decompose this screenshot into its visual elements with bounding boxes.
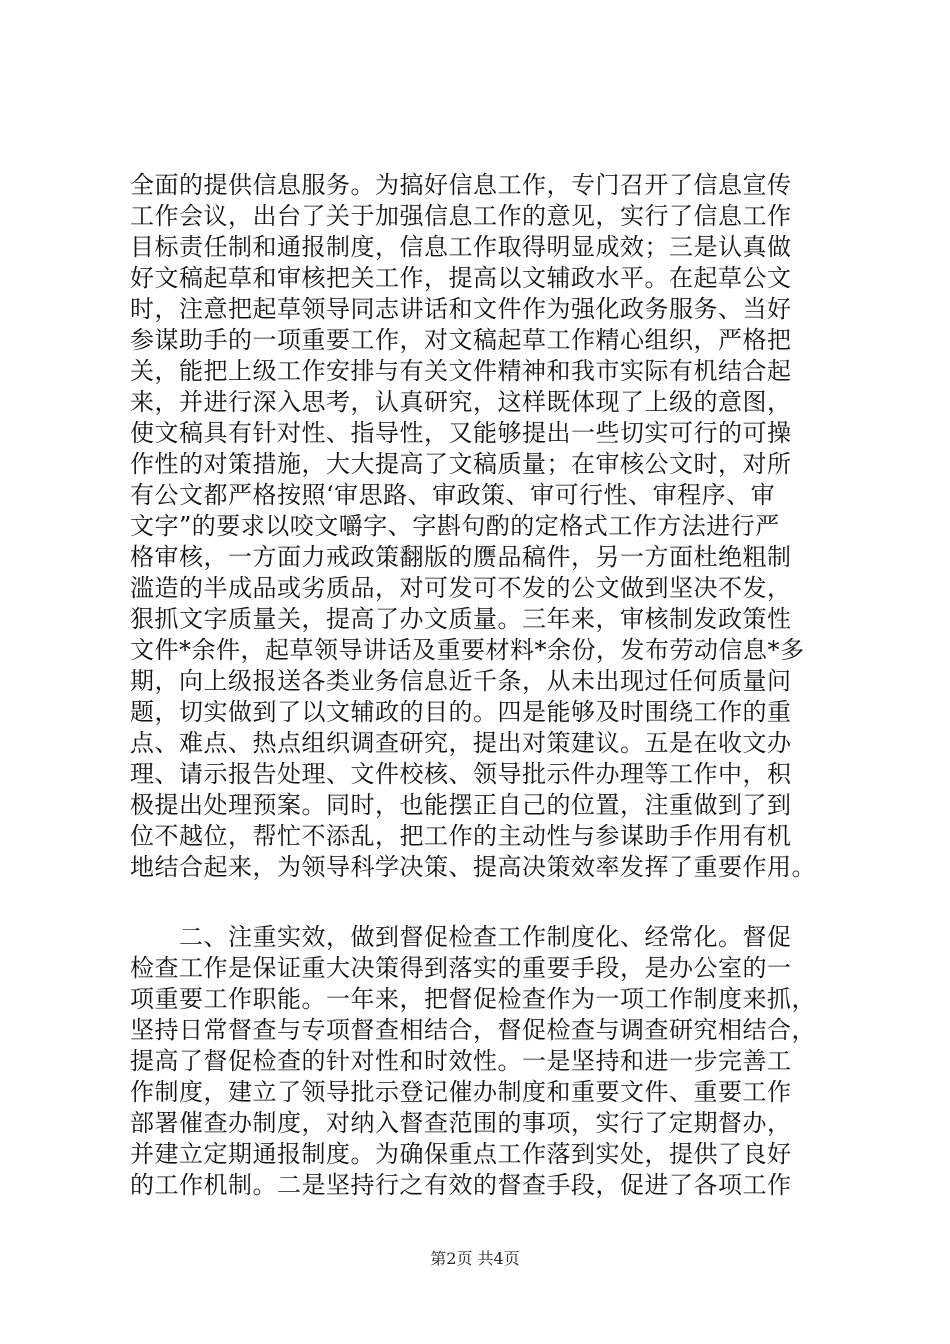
text-line: 格审核，一方面力戒政策翻版的赝品稿件，另一方面杜绝粗制: [130, 543, 792, 571]
text-line: 全面的提供信息服务。为搞好信息工作，专门召开了信息宣传: [130, 171, 792, 199]
text-line: 检查工作是保证重大决策得到落实的重要手段，是办公室的一: [130, 954, 792, 982]
text-line: 参谋助手的一项重要工作，对文稿起草工作精心组织，严格把: [130, 326, 792, 354]
page-number-footer: 第2页 共4页: [430, 1249, 520, 1268]
text-line: 地结合起来，为领导科学决策、提高决策效率发挥了重要作用。: [130, 853, 816, 881]
text-line: 部署催查办制度，对纳入督查范围的事项，实行了定期督办，: [130, 1109, 792, 1137]
text-line: 提高了督促检查的针对性和时效性。一是坚持和进一步完善工: [130, 1047, 792, 1075]
text-line: 有公文都严格按照‘审思路、审政策、审可行性、审程序、审: [130, 481, 776, 509]
text-line: 关，能把上级工作安排与有关文件精神和我市实际有机结合起: [130, 357, 792, 385]
text-line: 作性的对策措施，大大提高了文稿质量；在审核公文时，对所: [130, 450, 792, 478]
text-line: 使文稿具有针对性、指导性，又能够提出一些切实可行的可操: [130, 419, 792, 447]
paragraph-1: [130, 170, 846, 883]
text-line: 文字”的要求以咬文嚼字、字斟句酌的定格式工作方法进行严: [130, 512, 780, 540]
text-line: 项重要工作职能。一年来，把督促检查作为一项工作制度来抓，: [130, 985, 816, 1013]
text-line: 坚持日常督查与专项督查相结合，督促检查与调查研究相结合，: [130, 1016, 816, 1044]
text-line: 极提出处理预案。同时，也能摆正自己的位置，注重做到了到: [130, 791, 792, 819]
text-line: 目标责任制和通报制度，信息工作取得明显成效；三是认真做: [130, 233, 792, 261]
text-line: 并建立定期通报制度。为确保重点工作落到实处，提供了良好: [130, 1140, 792, 1168]
paragraph-spacer: [130, 883, 846, 922]
text-line: 狠抓文字质量关，提高了办文质量。三年来，审核制发政策性: [130, 605, 792, 633]
text-line: 期，向上级报送各类业务信息近千条，从未出现过任何质量问: [130, 667, 792, 695]
text-line: 理、请示报告处理、文件校核、领导批示件办理等工作中，积: [130, 760, 792, 788]
text-line: 位不越位，帮忙不添乱，把工作的主动性与参谋助手作用有机: [130, 822, 792, 850]
text-line: 的工作机制。二是坚持行之有效的督查手段，促进了各项工作: [130, 1171, 792, 1199]
text-line: 文件*余件，起草领导讲话及重要材料*余份，发布劳动信息*多: [130, 636, 805, 664]
text-line: 题，切实做到了以文辅政的目的。四是能够及时围绕工作的重: [130, 698, 792, 726]
document-body: [130, 170, 846, 1201]
text-line: 工作会议，出台了关于加强信息工作的意见，实行了信息工作: [130, 202, 792, 230]
text-line: 时，注意把起草领导同志讲话和文件作为强化政务服务、当好: [130, 295, 792, 323]
text-line: 来，并进行深入思考，认真研究，这样既体现了上级的意图，: [130, 388, 792, 416]
text-line: 滥造的半成品或劣质品，对可发可不发的公文做到坚决不发，: [130, 574, 792, 602]
text-line: 点、难点、热点组织调查研究，提出对策建议。五是在收文办: [130, 729, 792, 757]
paragraph-2: [130, 922, 846, 1201]
text-line: 二、注重实效，做到督促检查工作制度化、经常化。督促: [130, 923, 792, 951]
text-line: 好文稿起草和审核把关工作，提高以文辅政水平。在起草公文: [130, 264, 792, 292]
text-line: 作制度，建立了领导批示登记催办制度和重要文件、重要工作: [130, 1078, 792, 1106]
